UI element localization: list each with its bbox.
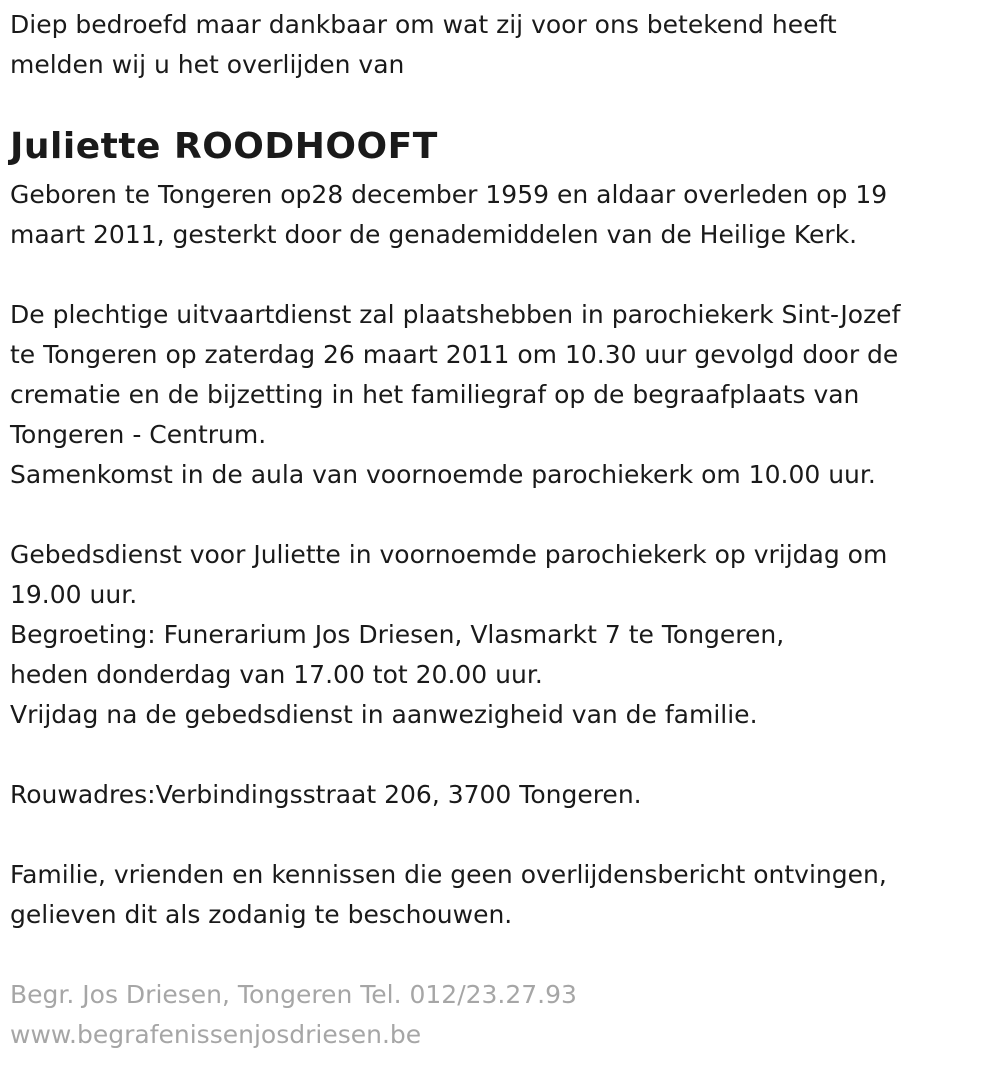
intro-line-1: Diep bedroefd maar dankbaar om wat zij voor ons betekend heeft <box>10 10 837 39</box>
deceased-name: Juliette ROODHOOFT <box>10 126 438 167</box>
undertaker-contact: Begr. Jos Driesen, Tongeren Tel. 012/23.27.93 <box>10 980 577 1009</box>
prayer-line-5: Vrijdag na de gebedsdienst in aanwezigheid van de familie. <box>10 700 758 729</box>
spacer <box>10 935 990 975</box>
notice-section <box>10 855 990 935</box>
prayer-line-1: Gebedsdienst voor Juliette in voornoemde parochiekerk op vrijdag om <box>10 540 888 569</box>
notice-line-1: Familie, vrienden en kennissen die geen overlijdensbericht ontvingen, <box>10 860 887 889</box>
funeral-section <box>10 295 990 495</box>
funeral-line-4: Tongeren - Centrum. <box>10 420 267 449</box>
intro-section <box>10 0 990 85</box>
prayer-section <box>10 535 990 735</box>
intro-line-2: melden wij u het overlijden van <box>10 50 405 79</box>
funeral-line-1: De plechtige uitvaartdienst zal plaatshebben in parochiekerk Sint-Jozef <box>10 300 901 329</box>
obituary-document <box>10 0 990 1055</box>
prayer-line-4: heden donderdag van 17.00 tot 20.00 uur. <box>10 660 543 689</box>
spacer <box>10 255 990 295</box>
prayer-line-3: Begroeting: Funerarium Jos Driesen, Vlasmarkt 7 te Tongeren, <box>10 620 785 649</box>
prayer-line-2: 19.00 uur. <box>10 580 138 609</box>
undertaker-website: www.begrafenissenjosdriesen.be <box>10 1020 422 1049</box>
mourning-address: Rouwadres:Verbindingsstraat 206, 3700 Tongeren. <box>10 780 642 809</box>
spacer <box>10 735 990 775</box>
funeral-line-5: Samenkomst in de aula van voornoemde parochiekerk om 10.00 uur. <box>10 460 876 489</box>
footer-section <box>10 975 990 1055</box>
funeral-line-2: te Tongeren op zaterdag 26 maart 2011 om 10.30 uur gevolgd door de <box>10 340 899 369</box>
address-section <box>10 775 990 815</box>
birth-section <box>10 175 990 255</box>
birth-line-2: maart 2011, gesterkt door de genademiddelen van de Heilige Kerk. <box>10 220 858 249</box>
funeral-line-3: crematie en de bijzetting in het familiegraf op de begraafplaats van <box>10 380 860 409</box>
birth-line-1: Geboren te Tongeren op28 december 1959 en aldaar overleden op 19 <box>10 180 888 209</box>
spacer <box>10 815 990 855</box>
notice-line-2: gelieven dit als zodanig te beschouwen. <box>10 900 513 929</box>
spacer <box>10 495 990 535</box>
